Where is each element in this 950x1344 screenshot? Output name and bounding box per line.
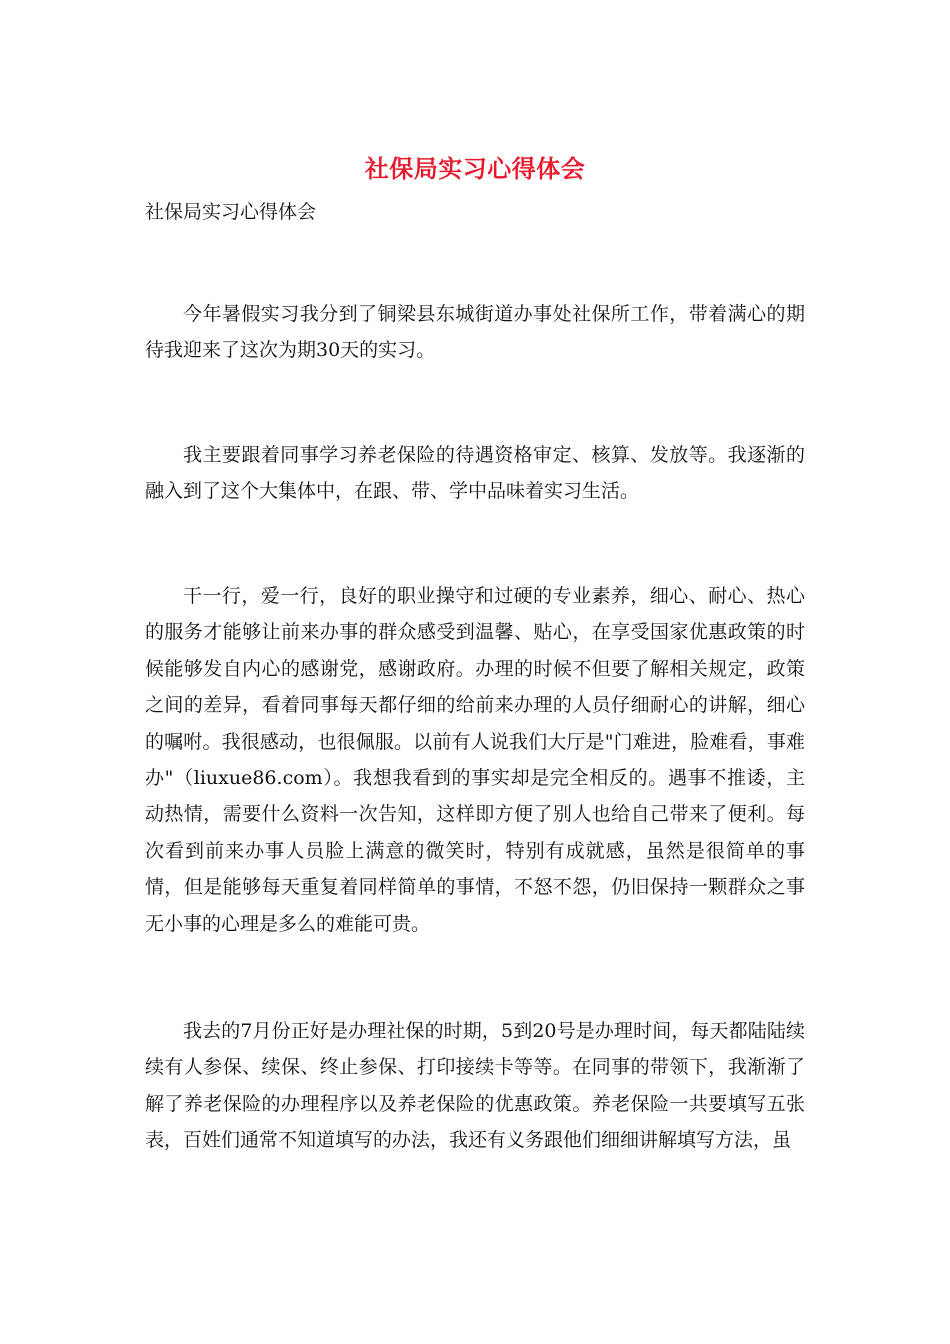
document-title: 社保局实习心得体会 <box>364 154 586 183</box>
paragraph: 我主要跟着同事学习养老保险的待遇资格审定、核算、发放等。我逐渐的融入到了这个大集体中，在跟、带、学中品味着实习生活。 <box>145 444 805 503</box>
document-subtitle: 社保局实习心得体会 <box>145 201 317 223</box>
paragraph: 我去的7月份正好是办理社保的时期，5到20号是办理时间，每天都陆陆续续有人参保、续保、终止参保、打印接续卡等等。在同事的带领下，我渐渐了解了养老保险的办理程序以及养老保险的优惠政策。养老保险一共要填写五张表，百姓们通常不知道填写的办法，我还有义务跟他们细细讲解填写方法，虽 <box>145 1020 805 1152</box>
paragraph: 今年暑假实习我分到了铜梁县东城街道办事处社保所工作，带着满心的期待我迎来了这次为期30天的实习。 <box>145 303 805 362</box>
paragraph: 干一行，爱一行，良好的职业操守和过硬的专业素养，细心、耐心、热心的服务才能够让前来办事的群众感受到温馨、贴心，在享受国家优惠政策的时候能够发自内心的感谢党，感谢政府。办理的时候不但要了解相关规定，政策之间的差异，看着同事每天都仔细的给前来办理的人员仔细耐心的讲解，细心的嘱咐。我很感动，也很佩服。以前有人说我们大厅是"门难进，脸难看，事难办"（liuxue86.com）。我想我看到的事实却是完全相反的。遇事不推诿，主动热情，需要什么资料一次告知，这样即方便了别人也给自己带来了便利。每次看到前来办事人员脸上满意的微笑时，特别有成就感，虽然是很简单的事情，但是能够每天重复着同样简单的事情，不怒不怨，仍旧保持一颗群众之事无小事的心理是多么的难能可贵。 <box>145 585 805 935</box>
